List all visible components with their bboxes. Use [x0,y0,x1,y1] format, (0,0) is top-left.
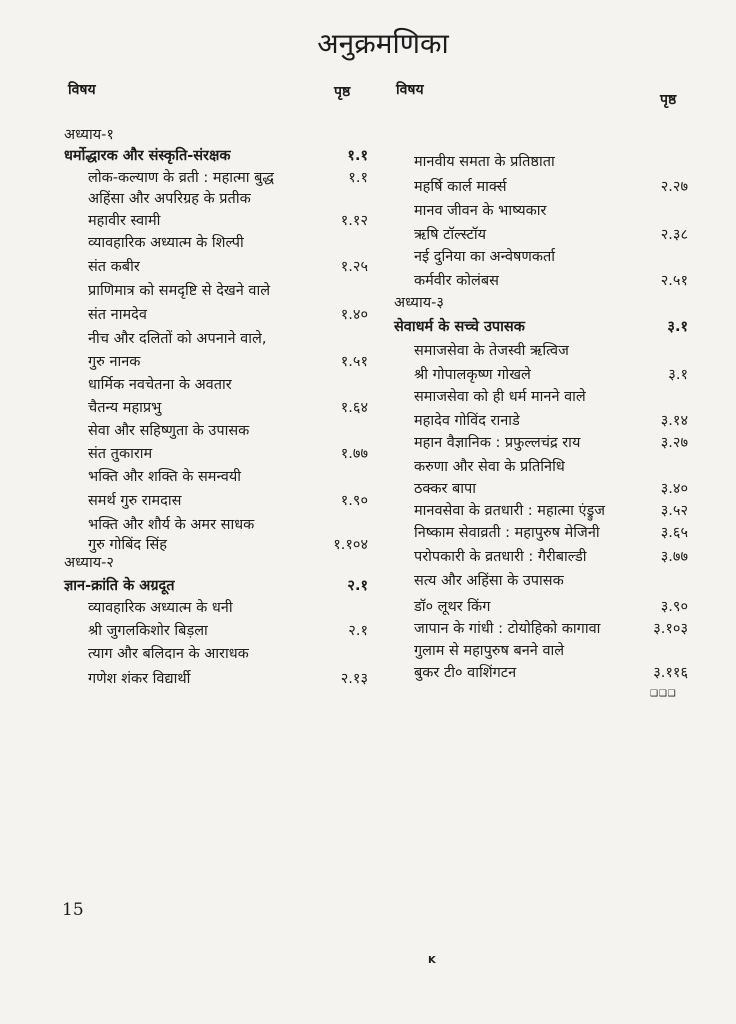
left-entry-title: चैतन्य महाप्रभु [88,400,162,416]
end-mark: ❑❑❑ [650,685,677,700]
right-entry-page: २.५१ [660,273,688,289]
right-entry-title: ठक्कर बापा [414,481,477,497]
right-entry-title: महादेव गोविंद रानाडे [414,413,520,429]
left-entry-title: गणेश शंकर विद्यार्थी [88,671,191,687]
right-entry-page: ३.७७ [660,549,688,565]
right-entry-title: मानव जीवन के भाष्यकार [414,203,547,219]
left-entry-title: सेवा और सहिष्णुता के उपासक [88,423,250,439]
right-entry-title: करुणा और सेवा के प्रतिनिधि [414,459,565,475]
left-subject-header: विषय [68,82,96,98]
right-entry-title: समाजसेवा को ही धर्म मानने वाले [414,389,586,405]
left-entry-title: भक्ति और शक्ति के समन्वयी [88,469,242,485]
right-entry-title: नई दुनिया का अन्वेषणकर्ता [414,249,556,265]
page-number: 15 [62,900,84,920]
right-entry-page: ३.१ [667,319,688,335]
right-entry-page: ३.१०३ [653,621,688,637]
right-entry-page: ३.९० [660,599,688,615]
right-entry-page: ३.२७ [660,435,688,451]
right-entry-title: कर्मवीर कोलंबस [414,273,499,289]
right-entry-chapter: अध्याय-३ [394,295,444,311]
page-title: अनुक्रमणिका [317,27,449,60]
left-entry-title: संत तुकाराम [88,446,153,462]
left-entry-title: अहिंसा और अपरिग्रह के प्रतीक [88,191,251,207]
right-entry-title: श्री गोपालकृष्ण गोखले [414,367,531,383]
right-subject-header: विषय [396,82,424,98]
left-entry-page: २.१३ [340,671,368,687]
left-entry-page: १.१ [348,170,368,186]
right-entry-title: डॉ० लूथर किंग [414,599,491,615]
right-entry-title: ऋषि टॉल्स्टॉय [414,227,487,243]
left-entry-page: १.४० [340,307,368,323]
left-entry-title: संत नामदेव [88,307,147,323]
right-page-header: पृष्ठ [660,92,677,108]
left-entry-section: धर्मोद्धारक और संस्कृति-संरक्षक [64,148,231,164]
left-entry-page: १.२५ [340,259,368,275]
right-entry-page: २.२७ [660,179,688,195]
left-entry-page: १.९० [340,493,368,509]
left-entry-page: १.१०४ [333,537,368,553]
right-entry-title: परोपकारी के व्रतधारी : गैरीबाल्डी [414,549,587,565]
right-entry-page: ३.६५ [660,525,688,541]
right-entry-title: बुकर टी० वाशिंगटन [414,665,517,681]
right-entry-title: गुलाम से महापुरुष बनने वाले [414,643,565,659]
right-entry-page: ३.४० [660,481,688,497]
left-entry-title: धार्मिक नवचेतना के अवतार [88,377,232,393]
left-entry-title: गुरु गोबिंद सिंह [88,537,167,553]
left-entry-chapter: अध्याय-१ [64,127,114,143]
left-entry-page: २.१ [347,578,368,594]
right-entry-page: ३.१ [668,367,688,383]
right-entry-title: समाजसेवा के तेजस्वी ऋत्विज [414,343,569,359]
right-entry-title: मानवीय समता के प्रतिष्ठाता [414,154,555,170]
left-entry-page: १.१ [347,148,368,164]
left-entry-title: नीच और दलितों को अपनाने वाले, [88,331,267,347]
left-entry-title: प्राणिमात्र को समदृष्टि से देखने वाले [88,283,271,299]
right-entry-page: २.३८ [660,227,688,243]
right-entry-title: सत्य और अहिंसा के उपासक [414,573,564,589]
right-entry-title: मानवसेवा के व्रतधारी : महात्मा एंड्रुज [414,503,606,519]
left-entry-title: संत कबीर [88,259,140,275]
left-entry-title: श्री जुगलकिशोर बिड़ला [88,623,208,639]
left-entry-title: त्याग और बलिदान के आराधक [88,646,249,662]
right-entry-page: ३.५२ [660,503,688,519]
right-entry-title: महान वैज्ञानिक : प्रफुल्लचंद्र राय [414,435,581,451]
left-entry-title: लोक-कल्याण के व्रती : महात्मा बुद्ध [88,170,275,186]
left-entry-page: १.५१ [340,354,368,370]
left-page-header: पृष्ठ [334,84,351,100]
left-entry-section: ज्ञान-क्रांति के अग्रदूत [64,578,175,594]
left-entry-page: १.१२ [340,213,368,229]
left-entry-chapter: अध्याय-२ [64,555,114,571]
left-entry-title: भक्ति और शौर्य के अमर साधक [88,517,255,533]
right-entry-page: ३.११६ [653,665,688,681]
right-entry-title: निष्काम सेवाव्रती : महापुरुष मेजिनी [414,525,600,541]
left-entry-title: महावीर स्वामी [88,213,161,229]
left-entry-title: गुरु नानक [88,354,141,370]
left-entry-title: व्यावहारिक अध्यात्म के शिल्पी [88,235,244,251]
right-entry-section: सेवाधर्म के सच्चे उपासक [394,319,525,335]
left-entry-title: व्यावहारिक अध्यात्म के धनी [88,600,233,616]
right-entry-title: जापान के गांधी : टोयोहिको कागावा [414,621,601,637]
left-entry-page: १.६४ [340,400,368,416]
left-entry-page: २.१ [348,623,368,639]
footer-mark: K [428,955,436,966]
left-entry-title: समर्थ गुरु रामदास [88,493,182,509]
right-entry-page: ३.१४ [660,413,688,429]
right-entry-title: महर्षि कार्ल मार्क्स [414,179,507,195]
left-entry-page: १.७७ [340,446,368,462]
